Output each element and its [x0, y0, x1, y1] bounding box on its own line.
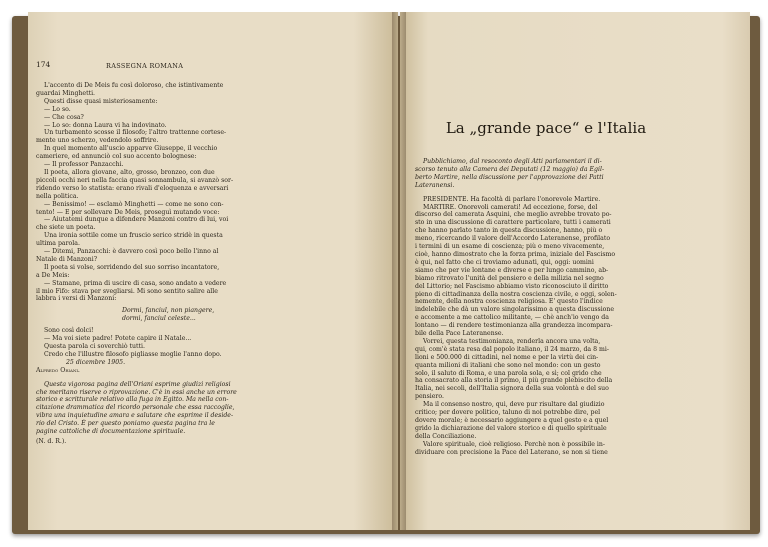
speaker-martire: MARTIRE.: [423, 203, 457, 211]
left-page-text: [36, 82, 358, 446]
text-line: — Ma voi siete padre! Potete capire il Natale...: [44, 335, 192, 343]
speech-line: biamo ritrovato l'unità del pensiero e della milizia nel segno: [415, 274, 604, 282]
text-line: guardai Minghetti.: [36, 89, 96, 97]
text-line: — Che cosa?: [44, 113, 84, 121]
text-line: L'accento di De Meis fu così doloroso, che istintivamente: [44, 82, 224, 89]
text-line: Credo che l'illustre filosofo pigliasse moglie l'anno dopo.: [44, 350, 222, 358]
right-page-text: [415, 158, 713, 457]
speech-line: sto in una discussione di carattere particolare, tutti i camerati: [415, 219, 611, 227]
speech-line: discorso del camerata Asquini, che meglio avrebbe trovato po-: [415, 211, 612, 219]
text-line: Questa parola ci soverchiò tutti.: [44, 343, 145, 350]
note-line: Questa vigorosa pagina dell'Oriani esprime giudizi religiosi: [44, 380, 231, 388]
speech-line: quanta milioni di italiani che sono nel mondo: con un gesto: [415, 361, 601, 369]
speech-line: lontano — di rendere testimonianza alla grandezza incompara-: [415, 322, 613, 330]
text-line: cameriere, ed annunciò col suo accento bolognese:: [36, 153, 197, 161]
speaker-president: PRESIDENTE.: [423, 195, 469, 203]
intro-line: scorso tenuto alla Camera dei Deputati (12 maggio) da Egil-: [415, 165, 605, 173]
poem-line: dormi, fanciul celeste...: [122, 315, 196, 323]
text-line: — Stamane, prima di uscire di casa, sono andato a vedere: [44, 279, 227, 287]
text-line: — Ditemi, Panzacchi: è davvero così poco bello l'inno al: [44, 248, 219, 256]
text-line: In quel momento all'uscio apparve Giuseppe, il vecchio: [44, 145, 218, 153]
article-title: La „grande pace“ e l'Italia: [445, 119, 647, 137]
speech-line: pensiero.: [415, 393, 444, 401]
text-line: — Benissimo! — esclamò Minghetti — come ne sono con-: [44, 200, 224, 208]
text-line: Il poeta si volse, sorridendo del suo sorriso incantatore,: [44, 263, 220, 271]
text-line: — Lo so: donna Laura vi ha indovinato.: [44, 121, 167, 129]
text-line: ridendo verso lo statista: erano rivali d'eloquenza e avversari: [36, 184, 229, 192]
speech-line: critico; per dovere politico, taluno di noi potrebbe dire, pel: [415, 409, 601, 417]
text-line: a De Meis:: [36, 271, 70, 279]
speech-line: dovere morale; è necessario aggiungere a quel gesto e a quel: [415, 417, 609, 424]
page-number: 174: [36, 60, 51, 69]
note-line: che meritano riserve o riprovazione. C'è in essi anche un errore: [36, 388, 237, 396]
speech-text: Onorevoli camerati! Ad eccezione, forse, del: [458, 203, 598, 211]
speech-line: cioè, hanno dimostrato che la forza prima, iniziale del Fascismo: [415, 250, 616, 258]
text-line: Una ironia sottile come un fruscio serico stridè in questa: [44, 232, 223, 240]
speech-line: che hanno parlato tanto in questa discussione, hanno, più o: [415, 227, 603, 235]
book-gutter: [392, 12, 406, 530]
intro-line: berto Martire, nella discussione per l'approvazione dei Patti: [415, 173, 604, 181]
speech-line: i termini di un esame di coscienza; più o meno vivacemente,: [415, 243, 605, 251]
note-line: citazione drammatica del ricordo personale che essa raccoglie,: [36, 404, 235, 412]
text-line: — Lo so.: [44, 105, 71, 113]
intro-line: Lateranensi.: [415, 181, 455, 189]
text-line: Sono così dolci!: [44, 327, 94, 335]
text-line: — Aiutatemi dunque a difendere Manzoni contro di lui, voi: [44, 216, 229, 224]
date-line: 25 dicembre 1905.: [66, 358, 126, 366]
note-line: storico e scritturale relativo alla fuga in Egitto. Ma nella con-: [36, 396, 229, 404]
intro-line: Pubblichiamo, dal resoconto degli Atti parlamentari il di-: [423, 158, 602, 165]
text-line: Il poeta, allora giovane, alto, grosso, bronzeo, con due: [44, 168, 215, 176]
text-line: tento! — E per sollevare De Meis, proseguì mutando voce:: [36, 208, 220, 216]
text-line: ultima parola.: [36, 240, 80, 248]
speech-line: siamo che per vie lontane e diverse e per lungo cammino, ab-: [415, 266, 609, 274]
text-line: il mio Fifo: stava per svegliarsi. Mi sono sentito salire alle: [36, 287, 218, 295]
note-line: pagine cattoliche di documentazione spirituale.: [36, 428, 186, 436]
text-line: Natale di Manzoni?: [36, 255, 98, 263]
speech-line: ha consacrato alla storia il primo, il più grande plebiscito della: [415, 377, 613, 385]
speech-line: del Littorio; nel Fascismo abbiamo visto riconosciuto il diritto: [415, 282, 609, 290]
speech-line: [415, 204, 713, 212]
text-line: che siete un poeta.: [36, 224, 96, 232]
speech-line: indelebile che dà un valore singolarissimo a questa discussione: [415, 306, 615, 314]
speech-line: solo, il saluto di Roma, e una parola sola, e sì; col grido che: [415, 369, 602, 377]
speech-line: meno, ricercando il valore dell'Accordo Lateranense, profilato: [415, 235, 611, 243]
poem-line: Dormi, fanciul, non piangere,: [122, 307, 215, 315]
speech-line: della Conciliazione.: [415, 432, 477, 440]
text-line: — Il professor Panzacchi.: [44, 161, 124, 169]
editor-note: [36, 381, 358, 436]
running-title: RASSEGNA ROMANA: [106, 62, 184, 70]
text-line: Questi disse quasi misteriosamente:: [44, 97, 158, 105]
text-line: piccoli occhi neri nella faccia quasi sonnambula, si avanzò sor-: [36, 176, 234, 184]
speech-line: bile della Pace Lateranense.: [415, 330, 504, 338]
president-line: [415, 196, 713, 204]
text-line: labbra i versi di Manzoni:: [36, 295, 117, 303]
speech-line: Valore spirituale, cioè religioso. Perchè non è possibile in-: [423, 440, 605, 448]
speech-line: Vorrei, questa testimonianza, renderla ancora una volta,: [423, 337, 601, 345]
speech-line: e accomente a me cattolico militante, — chè anch'io vengo da: [415, 314, 609, 322]
speech-line: nemente, della nostra coscienza religiosa. E' questo l'indice: [415, 298, 603, 306]
speech-line: Italia, nei secoli, dell'Italia signora della sua volontà e del suo: [415, 385, 609, 393]
speech-line: qui, com'è stata resa dal popolo italiano, il 24 marzo, da 8 mi-: [415, 345, 609, 353]
text-line: mente uno scherzo, vedendolo soffrire.: [36, 137, 159, 145]
speech-line: Ma il consenso nostro, qui, deve pur risultare dal giudizio: [423, 401, 605, 409]
speech-line: dividuare con precisione la Pace del Laterano, se non si tiene: [415, 448, 608, 456]
speech-line: grido la dichiarazione del valore storico e di quello spirituale: [415, 424, 607, 432]
editor-note-signature: (N. d. R.).: [36, 437, 67, 445]
speech-line: è qui, nel fatto che ci troviamo adunati, qui, oggi: uomini: [415, 258, 594, 266]
note-line: rio del Cristo. È per questo poniamo questa pagina tra le: [36, 420, 215, 428]
president-text: Ha facoltà di parlare l'onorevole Martire.: [470, 195, 601, 203]
author-signature: Alfredo Oriani.: [36, 366, 80, 374]
note-line: vibra una inquietudine amara e salutare che esprime il deside-: [36, 412, 234, 420]
speech-line: lioni e 500.000 di cittadini, nel nome e per la virtù dei cin-: [415, 353, 599, 361]
speech-line: pieno di cittadinanza della nostra coscienza civile, e oggi, solen-: [415, 290, 617, 298]
text-line: Un turbamento scosse il filosofo; l'altro trattenne cortese-: [44, 129, 227, 137]
text-line: nella politica.: [36, 192, 79, 200]
